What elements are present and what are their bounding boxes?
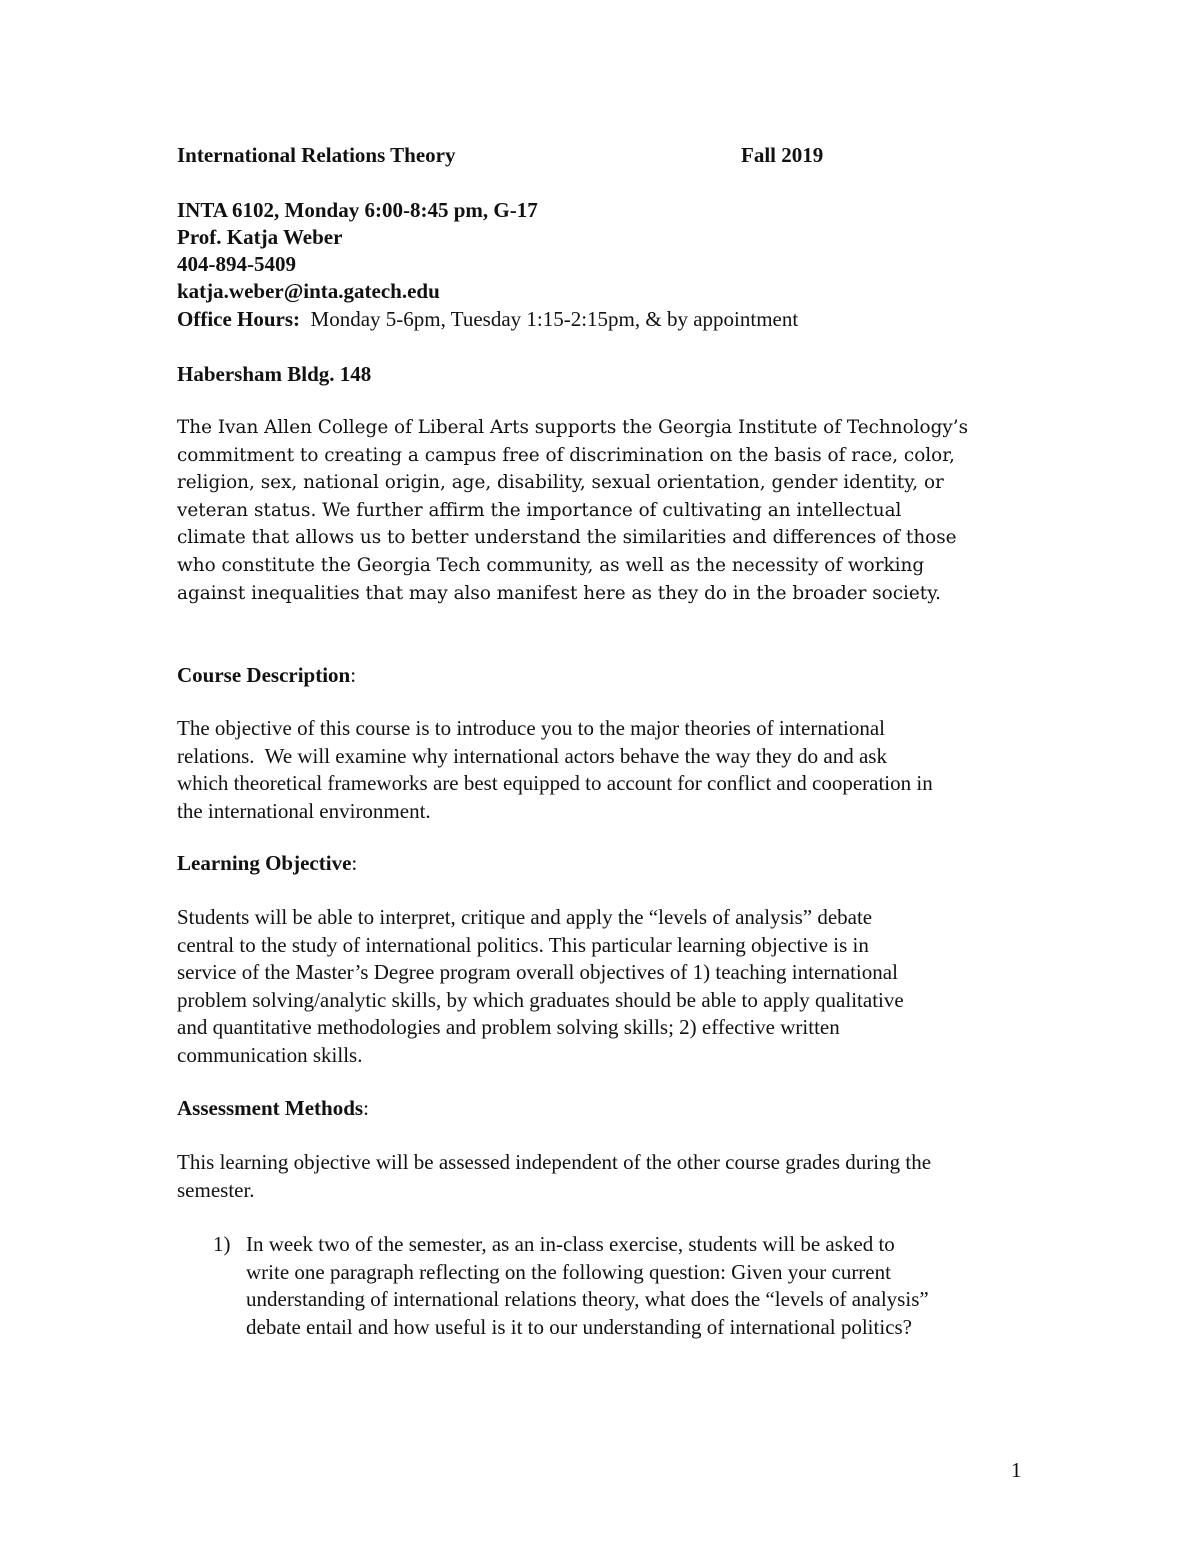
statement-line: The Ivan Allen College of Liberal Arts supports the Georgia Institute of Technology’s: [177, 417, 969, 438]
statement-line: who constitute the Georgia Tech community, as well as the necessity of working: [177, 554, 925, 576]
learning-objective-line: Students will be able to interpret, critique and apply the “levels of analysis” debate: [177, 905, 873, 929]
list-item-line: write one paragraph reflecting on the following question: Given your current: [246, 1259, 891, 1284]
office-hours-value: Monday 5-6pm, Tuesday 1:15-2:15pm, & by appointment: [300, 307, 799, 331]
statement-line: religion, sex, national origin, age, disability, sexual orientation, gender identity, or: [177, 472, 944, 494]
learning-objective-line: service of the Master’s Degree program overall objectives of 1) teaching international: [177, 960, 898, 985]
assessment-methods-line: semester.: [177, 1177, 255, 1202]
course-description-line: the international environment.: [177, 798, 431, 823]
office-hours-label: Office Hours:: [177, 307, 301, 331]
page-number: 1: [1011, 1458, 1022, 1482]
course-description-heading: Course Description:: [177, 663, 357, 687]
statement-line: commitment to creating a campus free of discrimination on the basis of race, color,: [177, 444, 955, 466]
diversity-statement: [177, 414, 1047, 607]
statement-line: climate that allows us to better understand the similarities and differences of those: [177, 527, 957, 549]
course-description-line: The objective of this course is to introduce you to the major theories of international: [177, 716, 885, 740]
learning-objective-line: problem solving/analytic skills, by which graduates should be able to apply qualitative: [177, 987, 904, 1012]
learning-objective-line: central to the study of international politics. This particular learning objective is in: [177, 932, 869, 957]
professor-name: Prof. Katja Weber: [177, 225, 343, 249]
list-item-line: debate entail and how useful is it to our understanding of international politics?: [246, 1314, 913, 1339]
list-item-line: In week two of the semester, as an in-class exercise, students will be asked to: [246, 1232, 895, 1256]
course-description-line: relations. We will examine why international actors behave the way they do and ask: [177, 743, 887, 768]
assessment-methods-body: [177, 1149, 1047, 1204]
phone-number: 404-894-5409: [177, 252, 296, 276]
assessment-methods-heading: Assessment Methods:: [177, 1096, 369, 1120]
office-location: Habersham Bldg. 148: [177, 362, 372, 386]
term: Fall 2019: [741, 143, 824, 167]
course-info: INTA 6102, Monday 6:00-8:45 pm, G-17: [177, 198, 538, 222]
assessment-methods-line: This learning objective will be assessed independent of the other course grades during the: [177, 1150, 932, 1174]
list-item-number: 1): [213, 1232, 231, 1256]
list-item-line: understanding of international relations theory, what does the “levels of analysis”: [246, 1287, 929, 1312]
course-description-line: which theoretical frameworks are best equipped to account for conflict and cooperation in: [177, 771, 933, 796]
statement-line: veteran status. We further affirm the importance of cultivating an intellectual: [177, 499, 902, 521]
course-title: International Relations Theory: [177, 143, 456, 167]
learning-objective-line: and quantitative methodologies and problem solving skills; 2) effective written: [177, 1015, 840, 1040]
email-address: katja.weber@inta.gatech.edu: [177, 279, 440, 303]
learning-objective-line: communication skills.: [177, 1042, 363, 1067]
list-item-text: [246, 1231, 929, 1341]
office-hours: [177, 305, 798, 333]
course-description-body: [177, 715, 1047, 825]
learning-objective-heading: Learning Objective:: [177, 851, 358, 875]
learning-objective-body: [177, 904, 1047, 1070]
statement-line: against inequalities that may also manifest here as they do in the broader society.: [177, 582, 941, 604]
